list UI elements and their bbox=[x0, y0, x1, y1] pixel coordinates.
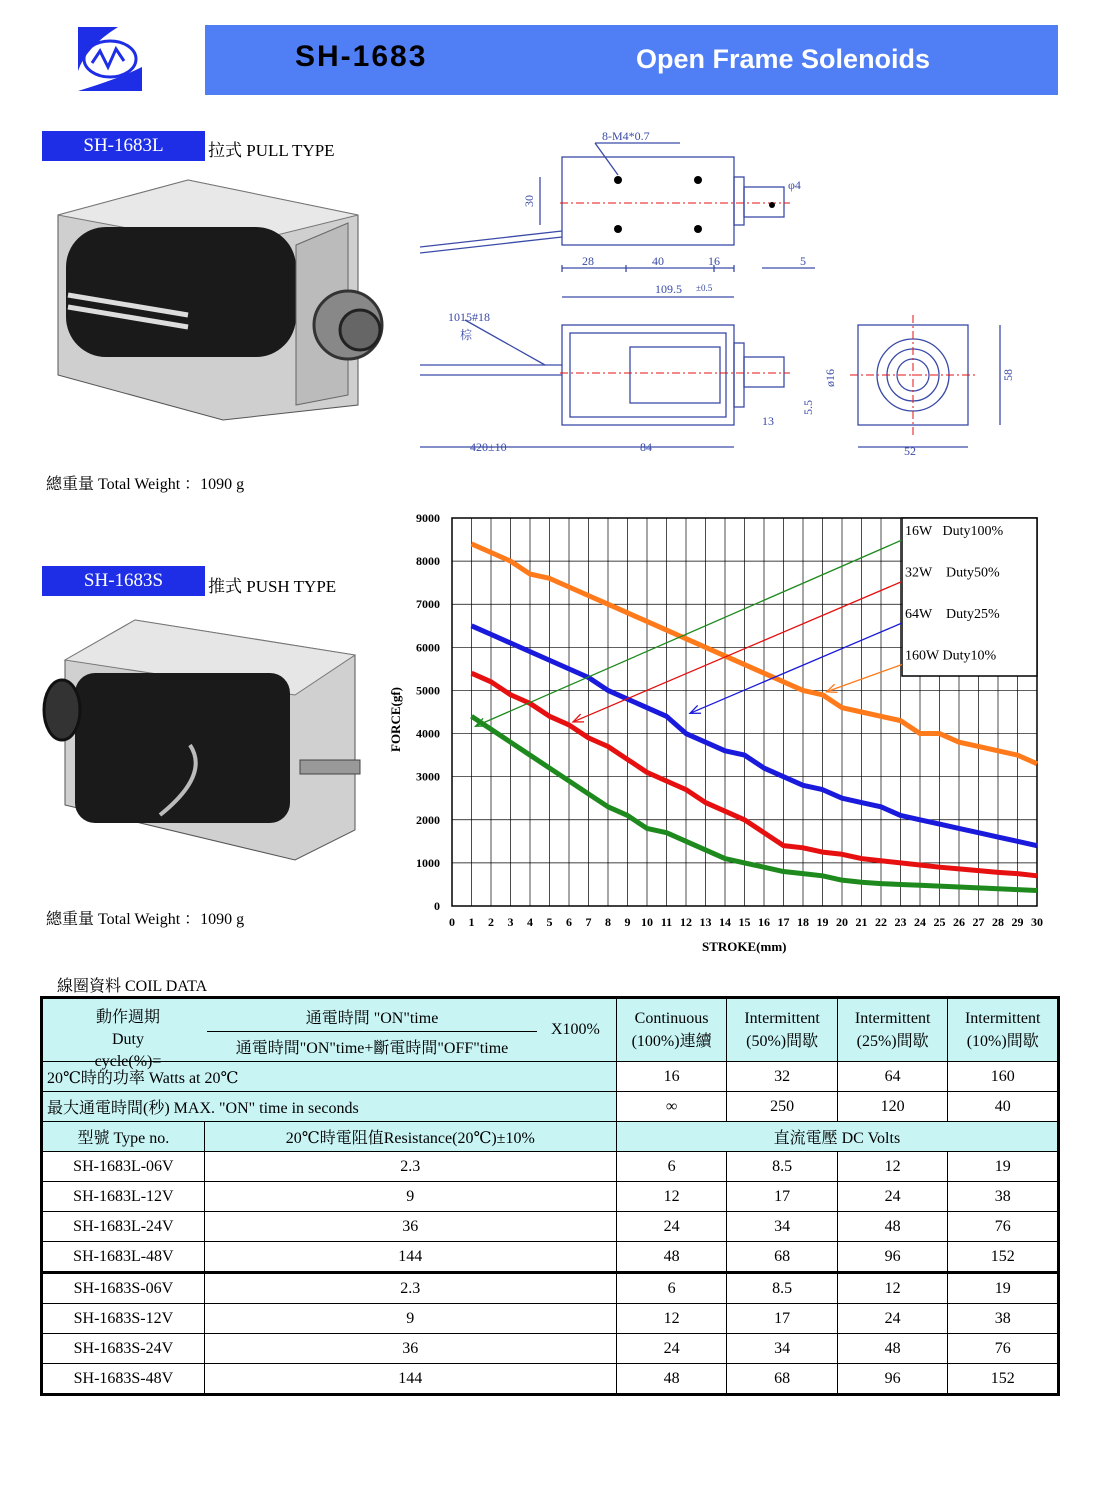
watts-25: 64 bbox=[837, 1062, 948, 1092]
y-tick-label: 7000 bbox=[416, 597, 440, 612]
dim-length: 109.5 bbox=[655, 282, 682, 296]
dim-40: 40 bbox=[652, 254, 664, 268]
voltage-cell: 152 bbox=[948, 1242, 1059, 1273]
voltage-cell: 34 bbox=[727, 1334, 838, 1364]
voltage-cell: 24 bbox=[837, 1182, 948, 1212]
x-tick-label: 29 bbox=[1011, 915, 1024, 929]
x-tick-label: 22 bbox=[875, 915, 887, 929]
duty-label-zh: 動作週期 bbox=[95, 1009, 160, 1026]
dim-58: 58 bbox=[1001, 369, 1015, 381]
type-cell: SH-1683S-06V bbox=[42, 1273, 205, 1304]
voltage-cell: 8.5 bbox=[727, 1273, 838, 1304]
type-cell: SH-1683S-48V bbox=[42, 1364, 205, 1395]
x-tick-label: 11 bbox=[660, 915, 673, 929]
x-tick-label: 7 bbox=[585, 915, 592, 929]
voltage-cell: 12 bbox=[616, 1304, 727, 1334]
x-tick-label: 5 bbox=[546, 915, 553, 929]
resistance-cell: 2.3 bbox=[204, 1273, 616, 1304]
legend-entry: 16W Duty100% bbox=[905, 524, 1004, 539]
voltage-cell: 12 bbox=[616, 1182, 727, 1212]
dim-13: 13 bbox=[762, 414, 774, 428]
voltage-cell: 24 bbox=[616, 1212, 727, 1242]
voltage-cell: 48 bbox=[837, 1212, 948, 1242]
type-cell: SH-1683S-24V bbox=[42, 1334, 205, 1364]
y-tick-label: 6000 bbox=[416, 640, 440, 655]
resistance-cell: 9 bbox=[204, 1182, 616, 1212]
voltage-cell: 96 bbox=[837, 1242, 948, 1273]
table-row bbox=[42, 1364, 1059, 1395]
dim-phi4: φ4 bbox=[788, 178, 801, 192]
voltage-cell: 76 bbox=[948, 1212, 1059, 1242]
pull-weight: 總重量 Total Weight ：1090 g bbox=[46, 476, 245, 493]
legend-entry: 160W Duty10% bbox=[905, 648, 997, 664]
resistance-cell: 36 bbox=[204, 1334, 616, 1364]
pull-type-label: 拉式 PULL TYPE bbox=[208, 141, 335, 160]
push-model-tag: SH-1683S bbox=[42, 566, 205, 596]
x-tick-label: 6 bbox=[566, 915, 572, 929]
x-tick-label: 17 bbox=[777, 915, 790, 929]
type-cell: SH-1683L-24V bbox=[42, 1212, 205, 1242]
y-tick-label: 5000 bbox=[416, 683, 440, 698]
x-tick-label: 30 bbox=[1031, 915, 1043, 929]
company-logo bbox=[78, 27, 142, 91]
duty-label-en: Duty cycle(%)= bbox=[94, 1031, 162, 1070]
watts-50: 32 bbox=[727, 1062, 838, 1092]
x-tick-label: 4 bbox=[527, 915, 533, 929]
fraction-denominator: 通電時間"ON"time+斷電時間"OFF"time bbox=[235, 1040, 509, 1057]
voltage-cell: 19 bbox=[948, 1152, 1059, 1182]
y-tick-label: 0 bbox=[434, 899, 440, 913]
y-tick-label: 4000 bbox=[416, 726, 440, 741]
resistance-header: 20℃時電阻值Resistance(20℃)±10% bbox=[204, 1122, 616, 1152]
voltage-cell: 34 bbox=[727, 1212, 838, 1242]
voltage-cell: 48 bbox=[616, 1364, 727, 1395]
fraction-numerator: 通電時間 "ON"time bbox=[207, 1005, 537, 1032]
dim-16: 16 bbox=[708, 254, 720, 268]
y-tick-label: 3000 bbox=[416, 769, 440, 784]
watts-100: 16 bbox=[616, 1062, 727, 1092]
table-row bbox=[42, 1273, 1059, 1304]
resistance-cell: 144 bbox=[204, 1364, 616, 1395]
pull-model-tag: SH-1683L bbox=[42, 131, 205, 161]
voltage-cell: 12 bbox=[837, 1273, 948, 1304]
voltage-cell: 76 bbox=[948, 1334, 1059, 1364]
table-row bbox=[42, 1182, 1059, 1212]
dim-phi16: ø16 bbox=[823, 369, 837, 387]
voltage-cell: 48 bbox=[837, 1334, 948, 1364]
voltage-cell: 68 bbox=[727, 1364, 838, 1395]
dim-5: 5 bbox=[800, 254, 806, 268]
col-header-25: Intermittent (25%)間歇 bbox=[837, 998, 948, 1062]
table-row bbox=[42, 1304, 1059, 1334]
voltage-cell: 38 bbox=[948, 1182, 1059, 1212]
voltage-cell: 24 bbox=[837, 1304, 948, 1334]
x-tick-label: 28 bbox=[992, 915, 1004, 929]
dim-wire-color: 棕 bbox=[460, 328, 473, 342]
voltage-cell: 96 bbox=[837, 1364, 948, 1395]
x-tick-label: 8 bbox=[605, 915, 611, 929]
voltage-cell: 17 bbox=[727, 1304, 838, 1334]
x-tick-label: 9 bbox=[624, 915, 631, 929]
x-tick-label: 25 bbox=[933, 915, 946, 929]
push-type-label: 推式 PUSH TYPE bbox=[208, 577, 337, 596]
y-tick-label: 1000 bbox=[416, 855, 440, 870]
dim-wire: 1015#18 bbox=[448, 310, 490, 324]
table-row bbox=[42, 1242, 1059, 1273]
resistance-cell: 2.3 bbox=[204, 1152, 616, 1182]
legend-entry: 32W Duty50% bbox=[905, 565, 1000, 581]
dim-holes: 8-M4*0.7 bbox=[602, 129, 650, 143]
dim-tolerance: ±0.5 bbox=[696, 283, 713, 293]
pull-solenoid-photo bbox=[48, 175, 408, 425]
max-on-50: 250 bbox=[727, 1092, 838, 1122]
voltage-cell: 68 bbox=[727, 1242, 838, 1273]
dimension-drawing bbox=[420, 125, 1040, 470]
max-on-100: ∞ bbox=[616, 1092, 727, 1122]
max-on-10: 40 bbox=[948, 1092, 1059, 1122]
chart-xlabel: STROKE(mm) bbox=[702, 939, 787, 954]
x-tick-label: 13 bbox=[699, 915, 712, 929]
x100-label: X100% bbox=[551, 1021, 600, 1038]
voltage-cell: 19 bbox=[948, 1273, 1059, 1304]
max-on-25: 120 bbox=[837, 1092, 948, 1122]
voltage-cell: 48 bbox=[616, 1242, 727, 1273]
resistance-cell: 9 bbox=[204, 1304, 616, 1334]
dc-volts-header: 直流電壓 DC Volts bbox=[616, 1122, 1058, 1152]
x-tick-label: 15 bbox=[738, 915, 751, 929]
x-tick-label: 0 bbox=[449, 915, 455, 929]
watts-10: 160 bbox=[948, 1062, 1059, 1092]
x-tick-label: 10 bbox=[641, 915, 653, 929]
voltage-cell: 152 bbox=[948, 1364, 1059, 1395]
coil-data-title: 線圈資料 COIL DATA bbox=[57, 978, 208, 995]
x-tick-label: 2 bbox=[488, 915, 494, 929]
x-tick-label: 23 bbox=[894, 915, 907, 929]
y-tick-label: 8000 bbox=[416, 554, 440, 569]
x-tick-label: 16 bbox=[758, 915, 770, 929]
voltage-cell: 24 bbox=[616, 1334, 727, 1364]
x-tick-label: 26 bbox=[953, 915, 965, 929]
y-tick-label: 2000 bbox=[416, 812, 440, 827]
chart-ylabel: FORCE(gf) bbox=[388, 687, 403, 752]
resistance-cell: 36 bbox=[204, 1212, 616, 1242]
dim-wire-length: 420±10 bbox=[470, 440, 507, 454]
dim-5-5: 5.5 bbox=[801, 400, 815, 415]
table-row bbox=[42, 1334, 1059, 1364]
dim-52: 52 bbox=[904, 444, 916, 458]
force-stroke-chart bbox=[380, 505, 1060, 965]
voltage-cell: 12 bbox=[837, 1152, 948, 1182]
type-header: 型號 Type no. bbox=[42, 1122, 205, 1152]
type-cell: SH-1683L-48V bbox=[42, 1242, 205, 1273]
coil-data-table bbox=[40, 996, 1060, 1396]
voltage-cell: 8.5 bbox=[727, 1152, 838, 1182]
dim-28: 28 bbox=[582, 254, 594, 268]
header-title: Open Frame Solenoids bbox=[636, 44, 931, 74]
x-tick-label: 24 bbox=[914, 915, 926, 929]
col-header-10: Intermittent (10%)間歇 bbox=[948, 998, 1059, 1062]
x-tick-label: 1 bbox=[468, 915, 475, 929]
x-tick-label: 3 bbox=[507, 915, 514, 929]
voltage-cell: 6 bbox=[616, 1273, 727, 1304]
col-header-100: Continuous (100%)連續 bbox=[616, 998, 727, 1062]
x-tick-label: 21 bbox=[855, 915, 868, 929]
voltage-cell: 38 bbox=[948, 1304, 1059, 1334]
voltage-cell: 17 bbox=[727, 1182, 838, 1212]
x-tick-label: 27 bbox=[972, 915, 985, 929]
type-cell: SH-1683L-06V bbox=[42, 1152, 205, 1182]
x-tick-label: 14 bbox=[719, 915, 731, 929]
push-solenoid-photo bbox=[40, 615, 370, 865]
watts-label: 20℃時的功率 Watts at 20℃ bbox=[42, 1062, 617, 1092]
table-row bbox=[42, 1212, 1059, 1242]
y-tick-label: 9000 bbox=[416, 511, 440, 525]
dim-30: 30 bbox=[522, 195, 536, 207]
table-row bbox=[42, 1152, 1059, 1182]
push-weight: 總重量 Total Weight ：1090 g bbox=[46, 911, 245, 928]
x-tick-label: 18 bbox=[797, 915, 809, 929]
max-on-time-label: 最大通電時間(秒) MAX. "ON" time in seconds bbox=[42, 1092, 617, 1122]
legend-entry: 64W Duty25% bbox=[905, 607, 1000, 622]
type-cell: SH-1683L-12V bbox=[42, 1182, 205, 1212]
x-tick-label: 20 bbox=[836, 915, 848, 929]
voltage-cell: 6 bbox=[616, 1152, 727, 1182]
x-tick-label: 12 bbox=[680, 915, 692, 929]
type-cell: SH-1683S-12V bbox=[42, 1304, 205, 1334]
dim-84: 84 bbox=[640, 440, 652, 454]
col-header-50: Intermittent (50%)間歇 bbox=[727, 998, 838, 1062]
x-tick-label: 19 bbox=[816, 915, 829, 929]
duty-cycle-cell bbox=[42, 998, 617, 1070]
resistance-cell: 144 bbox=[204, 1242, 616, 1273]
header-model: SH-1683 bbox=[295, 40, 428, 73]
